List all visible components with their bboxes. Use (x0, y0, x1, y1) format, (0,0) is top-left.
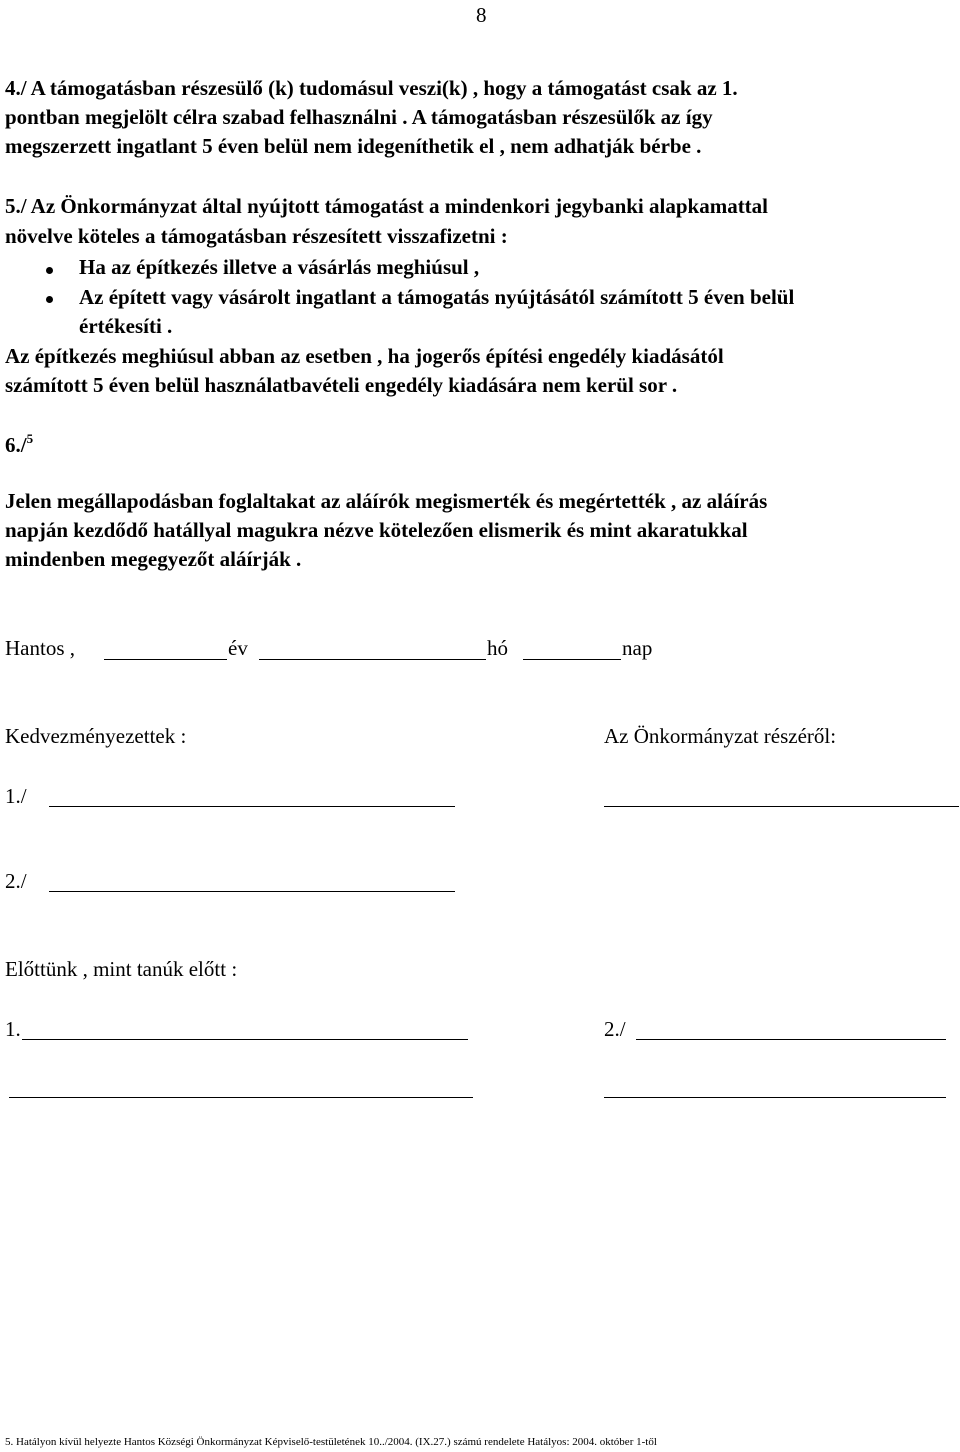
page-number: 8 (476, 3, 487, 27)
footnote: 5. Hatályon kívül helyezte Hantos Községi Önkormányzat Képviselő-testületének 10../2004. (IX.27.) számú rendelete Hatályos: 2004. október 1-től (5, 1436, 657, 1448)
section-6-line-3: mindenben megegyezőt aláírják . (5, 547, 302, 571)
section-4-line-2: pontban megjelölt célra szabad felhasználni . A támogatásban részesülők az így (5, 105, 713, 129)
beneficiary-1-number: 1./ (5, 784, 27, 808)
witness-2-address-line[interactable] (604, 1097, 946, 1098)
beneficiary-2-signature-line[interactable] (49, 891, 455, 892)
bullet-item-2-cont: értékesíti . (79, 314, 173, 338)
month-blank[interactable] (259, 659, 486, 660)
section-5-line-1: 5./ Az Önkormányzat által nyújtott támogatást a mindenkori jegybanki alapkamattal (5, 194, 769, 218)
month-label: hó (487, 636, 508, 660)
section-5-line-2: növelve köteles a támogatásban részesített visszafizetni : (5, 224, 508, 248)
date-place: Hantos , (5, 636, 75, 660)
municipality-signature-line[interactable] (604, 806, 959, 807)
year-blank[interactable] (104, 659, 227, 660)
witness-2-signature-line[interactable] (636, 1039, 946, 1040)
witness-2-number: 2./ (604, 1017, 626, 1041)
bullet-item-2: Az épített vagy vásárolt ingatlant a támogatás nyújtásától számított 5 éven belül (79, 285, 795, 309)
section-6-heading (5, 432, 33, 456)
beneficiaries-label: Kedvezményezettek : (5, 724, 187, 748)
municipality-label: Az Önkormányzat részéről: (604, 724, 837, 748)
section-5-note-1: Az építkezés meghiúsul abban az esetben , ha jogerős építési engedély kiadásától (5, 344, 724, 368)
bullet-item-1: Ha az építkezés illetve a vásárlás meghiúsul , (79, 255, 480, 279)
section-6-line-1: Jelen megállapodásban foglaltakat az aláírók megismerték és megértették , az aláírás (5, 489, 768, 513)
day-label: nap (622, 636, 653, 660)
year-label: év (228, 636, 248, 660)
witness-1-address-line[interactable] (9, 1097, 473, 1098)
witness-1-number: 1. (5, 1017, 21, 1041)
day-blank[interactable] (523, 659, 621, 660)
section-4-line-3: megszerzett ingatlant 5 éven belül nem idegeníthetik el , nem adhatják bérbe . (5, 134, 702, 158)
bullet-icon (46, 296, 53, 303)
witnesses-label: Előttünk , mint tanúk előtt : (5, 957, 238, 981)
section-6-line-2: napján kezdődő hatállyal magukra nézve kötelezően elismerik és mint akaratukkal (5, 518, 748, 542)
section-5-note-2: számított 5 éven belül használatbavételi engedély kiadására nem kerül sor . (5, 373, 678, 397)
footnote-ref: 5 (26, 431, 34, 446)
beneficiary-2-number: 2./ (5, 869, 27, 893)
beneficiary-1-signature-line[interactable] (49, 806, 455, 807)
bullet-icon (46, 267, 53, 274)
witness-1-signature-line[interactable] (22, 1039, 468, 1040)
section-4-line-1: 4./ A támogatásban részesülő (k) tudomásul veszi(k) , hogy a támogatást csak az 1. (5, 76, 738, 100)
section-6-number: 6./ (5, 433, 27, 457)
